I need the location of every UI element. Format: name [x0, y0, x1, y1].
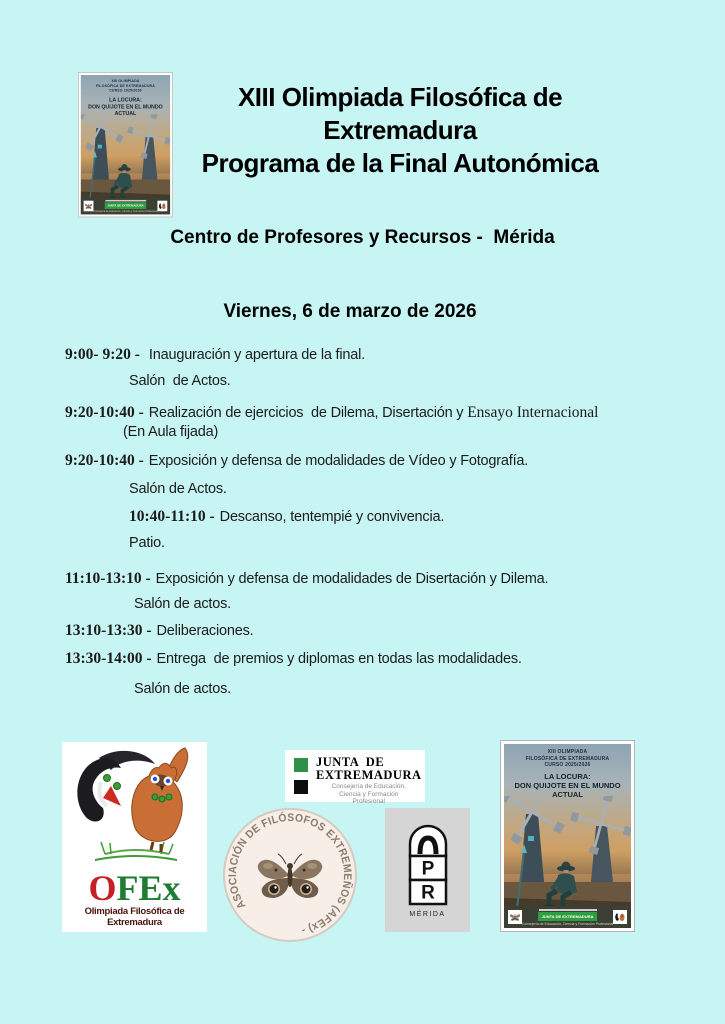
ofex-letter-o: O — [88, 868, 117, 908]
activity-text: Inauguración y apertura de la final. — [148, 347, 365, 363]
time-range: 13:10-13:30 - — [65, 622, 152, 639]
schedule-location — [134, 681, 231, 701]
junta-name-line2: EXTREMADURA — [316, 768, 422, 782]
green-square-icon — [294, 758, 308, 772]
time-range: 11:10-13:10 - — [65, 570, 151, 587]
junta-dept-line: Consejería de Educación, — [331, 783, 406, 790]
afex-stamp-logo — [223, 808, 357, 942]
poster-footer-band — [504, 906, 631, 928]
poster-title-line: DON QUIJOTE EN EL MUNDO — [88, 103, 163, 110]
ofex-logo-chip — [158, 201, 168, 212]
ofex-mini-icon — [158, 201, 166, 210]
poster-artwork — [81, 75, 170, 214]
page-title — [176, 81, 624, 180]
poster-title-line: ACTUAL — [114, 109, 137, 117]
windmills-quijote-illustration — [81, 114, 170, 203]
junta-department — [316, 783, 422, 806]
butterfly-logo-chip — [84, 201, 94, 212]
poster-title-text — [504, 772, 631, 799]
olympiad-poster — [500, 740, 635, 932]
schedule-list — [65, 340, 720, 720]
title-line-3: Programa de la Final Autonómica — [201, 148, 599, 178]
schedule-line — [65, 346, 365, 366]
ofex-birds-illustration — [65, 742, 205, 870]
junta-banner: JUNTA DE EXTREMADURA — [538, 912, 598, 921]
poster-title-line: LA LOCURA: — [544, 772, 591, 781]
location-text: Patio. — [129, 535, 165, 551]
activity-text: Descanso, tentempié y convivencia. — [219, 509, 445, 525]
poster-header-line: FILOSÓFICA DE EXTREMADURA — [96, 83, 155, 89]
venue-subtitle: Centro de Profesores y Recursos - Mérida — [170, 227, 555, 248]
cpr-merida-logo — [385, 808, 470, 932]
note-text: (En Aula fijada) — [123, 424, 219, 440]
poster-url-line — [539, 909, 597, 911]
poster-title-line: LA LOCURA: — [109, 96, 142, 104]
schedule-line — [65, 650, 522, 670]
windmills-quijote-illustration — [504, 796, 631, 914]
cpr-letter-p: P — [421, 858, 434, 880]
cpr-letter-r: R — [420, 882, 435, 904]
poster-title-line: ACTUAL — [552, 790, 583, 799]
time-range: 9:20-10:40 - — [65, 452, 144, 469]
poster-header-line: CURSO 2025/2026 — [544, 762, 591, 768]
date-heading: Viernes, 6 de marzo de 2026 — [223, 301, 477, 322]
junta-name-line1: JUNTA DE — [316, 755, 385, 769]
afex-ring-text: ASOCIACIÓN DE FILÓSOFOS EXTREMEÑOS (AFEx) - — [226, 811, 354, 937]
poster-header-line: FILOSÓFICA DE EXTREMADURA — [525, 755, 610, 762]
schedule-location — [129, 373, 231, 393]
poster-footer-band — [81, 198, 170, 215]
cpr-tower-icon — [405, 822, 451, 908]
schedule-note — [123, 424, 218, 444]
schedule-location — [134, 596, 231, 616]
ofex-logo-card — [62, 742, 207, 932]
junta-text-block — [316, 756, 422, 806]
black-square-icon — [294, 780, 308, 794]
butterfly-icon — [84, 203, 92, 210]
activity-text: Realización de ejercicios de Dilema, Disertación y — [148, 405, 468, 421]
olympiad-poster — [78, 72, 173, 217]
location-text: Salón de Actos. — [129, 373, 231, 389]
poster-artwork — [504, 744, 631, 928]
junta-banner: JUNTA DE EXTREMADURA — [104, 202, 146, 209]
poster-banner-group — [93, 200, 157, 213]
schedule-location — [129, 535, 165, 555]
location-text: Salón de actos. — [134, 681, 231, 697]
schedule-line — [129, 508, 444, 528]
activity-text: Deliberaciones. — [156, 623, 254, 639]
ofex-acronym — [62, 868, 207, 908]
time-range: 13:30-14:00 - — [65, 650, 152, 667]
time-range: 10:40-11:10 - — [129, 508, 215, 525]
poster-title-line: DON QUIJOTE EN EL MUNDO — [514, 781, 621, 790]
junta-dept-line: Ciencia y Formación — [339, 790, 399, 798]
ofex-logo-chip — [613, 910, 627, 924]
junta-flag-squares — [294, 758, 308, 794]
activity-text: Exposición y defensa de modalidades de Disertación y Dilema. — [155, 571, 549, 587]
activity-text: Entrega de premios y diplomas en todas las modalidades. — [156, 651, 522, 667]
ofex-letters-fex: FEx — [116, 868, 181, 908]
activity-text: Exposición y defensa de modalidades de Vídeo y Fotografía. — [148, 453, 529, 469]
butterfly-icon — [258, 854, 323, 898]
activity-text-serif: Ensayo Internacional — [467, 404, 599, 421]
schedule-location — [129, 481, 227, 501]
title-line-2: Extremadura — [323, 115, 477, 145]
afex-ring-and-butterfly — [223, 808, 357, 942]
schedule-line — [65, 404, 598, 424]
location-text: Salón de Actos. — [129, 481, 227, 497]
junta-banner-sub: Consejería de Educación, Ciencia y Formación Profesional — [521, 921, 614, 926]
location-text: Salón de actos. — [134, 596, 231, 612]
junta-banner-sub: Consejería de Educación, Ciencia y Formación Profesional — [93, 209, 158, 213]
title-line-1: XIII Olimpiada Filosófica de — [237, 82, 563, 112]
header-poster-thumbnail — [78, 72, 173, 218]
poster-header-text — [504, 749, 631, 769]
schedule-line — [65, 452, 528, 472]
butterfly-logo-chip — [508, 910, 522, 924]
poster-header-line: CURSO 2025/2026 — [109, 88, 142, 94]
time-range: 9:20-10:40 - — [65, 404, 144, 421]
ofex-mini-icon — [614, 911, 626, 923]
schedule-line — [65, 570, 548, 590]
junta-extremadura-logo — [285, 750, 425, 805]
butterfly-icon — [509, 913, 521, 922]
cpr-city-label: MÉRIDA — [409, 911, 446, 918]
schedule-line — [65, 622, 253, 642]
poster-header-line: XIII OLIMPIADA — [547, 749, 588, 755]
time-range: 9:00- 9:20 - — [65, 346, 140, 363]
poster-banner-group — [522, 909, 613, 926]
ofex-caption: Olimpiada Filosófica de Extremadura — [84, 906, 185, 928]
poster-header-text — [81, 79, 170, 94]
poster-header-line: XIII OLIMPIADA — [111, 78, 140, 84]
junta-dept-line: Profesional — [352, 798, 386, 805]
